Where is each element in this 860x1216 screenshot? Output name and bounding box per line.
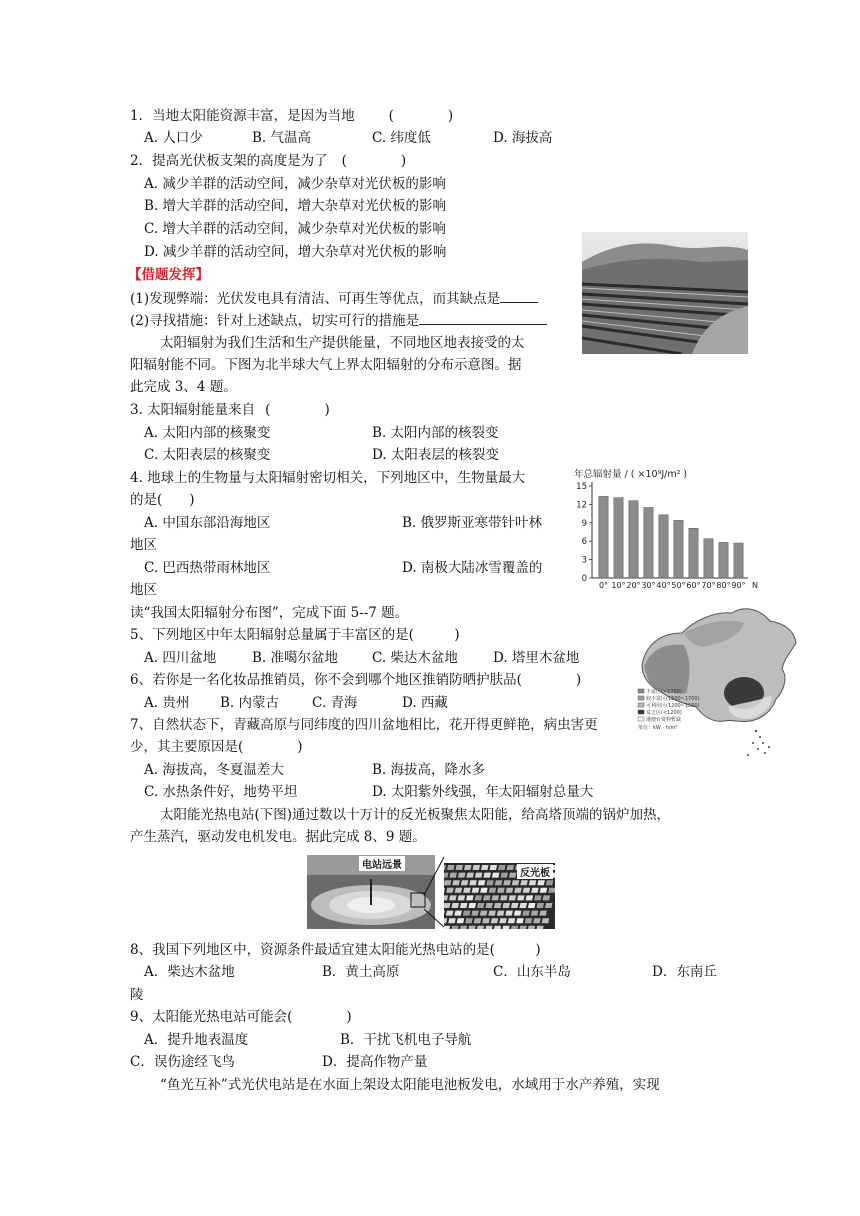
reflector-tile: [543, 895, 551, 900]
china-radiation-map: [632, 603, 804, 761]
reflector-tile: [447, 865, 455, 870]
q3-option-a: A. 太阳内部的核聚变: [144, 425, 271, 441]
x-tick-label: 40°: [656, 581, 671, 590]
x-tick-label: 70°: [701, 581, 716, 590]
reflector-tile: [495, 880, 503, 885]
q1-option-b: B. 气温高: [252, 130, 312, 146]
reflector-tile: [463, 888, 471, 893]
intro-3-4-line1: 太阳辐射为我们生活和生产提供能量，不同地区地表接受的太: [160, 335, 525, 351]
reflector-tile: [520, 880, 528, 885]
q6-option-b: B. 内蒙古: [220, 695, 280, 711]
reflector-tile: [444, 903, 450, 908]
q4-option-a: A. 中国东部沿海地区: [144, 515, 271, 531]
reflector-tile: [454, 911, 462, 916]
q1-stem: 1．当地太阳能资源丰富，是因为当地 ( ): [130, 108, 454, 124]
reflector-tile: [506, 888, 514, 893]
reflector-tile: [469, 880, 477, 885]
reflector-tile: [463, 911, 471, 916]
reflector-tile: [465, 918, 473, 923]
reflector-tile: [486, 880, 494, 885]
reflector-tile: [531, 911, 539, 916]
q4-option-d: D. 南极大陆冰雪覆盖的: [402, 560, 543, 576]
q2-option-c: C. 增大羊群的活动空间，减少杂草对光伏板的影响: [144, 221, 446, 237]
intro-fish-solar: “鱼光互补”式光伏电站是在水面上架设太阳能电池板发电，水域用于水产养殖，实现: [160, 1077, 660, 1093]
y-tick-label: 12: [576, 500, 587, 511]
y-tick-label: 0: [581, 574, 587, 584]
power-station-far-photo: [307, 855, 435, 929]
q5-option-b: B. 准噶尔盆地: [252, 650, 339, 666]
reflector-tile: [490, 865, 498, 870]
bar: [674, 520, 683, 578]
reflector-tile: [468, 903, 476, 908]
x-tick-label: 80°: [716, 581, 731, 590]
reflector-tile: [474, 918, 482, 923]
reflector-tile: [540, 888, 548, 893]
jieti-item-2: (2)寻找措施：针对上述缺点，切实可行的措施是: [130, 310, 547, 331]
reflector-tile: [522, 911, 530, 916]
intro-5-7: 读“我国太阳辐射分布图”，完成下面 5--7 题。: [130, 605, 409, 621]
reflector-tile: [464, 865, 472, 870]
reflector-tile: [494, 926, 502, 929]
reflector-tile: [491, 918, 499, 923]
reflector-tile: [472, 888, 480, 893]
reflector-tile: [519, 926, 527, 929]
reflector-tile: [526, 895, 534, 900]
q8-option-a: A．柴达木盆地: [144, 964, 235, 980]
bar: [719, 542, 728, 578]
intro-8-9-line2: 产生蒸汽，驱动发电机发电。据此完成 8、9 题。: [130, 829, 426, 845]
y-tick-label: 6: [581, 537, 587, 548]
bar: [644, 507, 653, 578]
reflector-tile: [460, 903, 468, 908]
reflector-tile: [528, 903, 536, 908]
q2-option-b: B. 增大羊群的活动空间，增大杂草对光伏板的影响: [144, 198, 447, 214]
reflector-tile: [475, 895, 483, 900]
reflector-tile: [473, 865, 481, 870]
x-tick-label: 30°: [641, 581, 656, 590]
reflector-tile: [546, 880, 554, 885]
reflector-tile: [483, 873, 491, 878]
reflector-tile: [449, 895, 457, 900]
map-legend-4: 贫乏区(<1200): [646, 710, 682, 716]
reflector-tile: [509, 895, 517, 900]
reflector-tile: [497, 888, 505, 893]
reflector-tile: [519, 903, 527, 908]
q9-option-b: B．干扰飞机电子导航: [340, 1032, 472, 1048]
reflector-tile: [466, 873, 474, 878]
q7-option-c: C. 水热条件好，地势平坦: [144, 784, 298, 800]
reflector-tile: [480, 911, 488, 916]
bar: [659, 515, 668, 578]
map-legend-5: 港澳台资料暂缺: [646, 717, 682, 723]
solar-farm-photo: [582, 232, 748, 354]
reflector-tile: [485, 903, 493, 908]
x-tick-label: 0°: [598, 581, 609, 590]
reflector-tile: [461, 880, 469, 885]
q5-option-a: A. 四川盆地: [144, 650, 217, 666]
reflector-tile: [539, 911, 547, 916]
reflector-tile: [512, 880, 520, 885]
y-tick-label: 3: [581, 555, 587, 566]
reflector-tile: [451, 926, 459, 929]
map-legend-1: 丰富区(>1700): [646, 689, 682, 695]
reflector-tile: [528, 926, 536, 929]
q1-option-c: C. 纬度低: [372, 130, 431, 146]
q4-option-b-cont: 地区: [130, 537, 157, 553]
reflector-tile: [514, 911, 522, 916]
reflector-tile: [471, 911, 479, 916]
reflector-tile: [503, 880, 511, 885]
q7-stem-line1: 7、自然状态下，青藏高原与同纬度的四川盆地相比，花开得更鲜艳，病虫害更: [130, 717, 598, 733]
q7-option-d: D. 太阳紫外线强，年太阳辐射总量大: [372, 784, 594, 800]
intro-8-9-line1: 太阳能光热电站(下图)通过数以十万计的反光板聚焦太阳能，给高塔顶端的锅炉加热，: [160, 807, 671, 823]
reflector-tile: [523, 888, 531, 893]
q7-stem-line2: 少，其主要原因是( ): [130, 739, 303, 755]
reflector-tile: [542, 918, 550, 923]
x-tick-label: 90°: [731, 581, 746, 590]
bar: [599, 496, 608, 578]
reflector-tile: [485, 926, 493, 929]
reflector-tile: [444, 926, 450, 929]
q7-option-b: B. 海拔高，降水多: [372, 762, 486, 778]
q5-option-d: D. 塔里木盆地: [493, 650, 580, 666]
q6-option-a: A. 贵州: [144, 695, 190, 711]
reflector-tile: [525, 918, 533, 923]
q9-option-c: C．误伤途经飞鸟: [130, 1054, 235, 1070]
map-legend-2: 较丰富区(1500~1700): [646, 696, 700, 702]
q4-option-c: C. 巴西热带雨林地区: [144, 560, 271, 576]
q3-option-d: D. 太阳表层的核裂变: [372, 447, 499, 463]
bar: [704, 539, 713, 578]
q4-option-b: B. 俄罗斯亚寒带针叶林: [402, 515, 543, 531]
reflector-tile: [483, 895, 491, 900]
reflector-tile: [516, 918, 524, 923]
q2-stem: 2．提高光伏板支架的高度是为了 ( ): [130, 153, 407, 169]
reflector-tile: [500, 895, 508, 900]
reflector-tile: [477, 926, 485, 929]
y-tick-label: 9: [581, 518, 587, 529]
q4-stem-line2: 的是( ): [130, 492, 195, 508]
reflector-tile: [448, 918, 456, 923]
reflector-tile: [502, 926, 510, 929]
reflector-tile: [457, 918, 465, 923]
q9-option-d: D．提高作物产量: [322, 1054, 428, 1070]
reflector-tile: [508, 918, 516, 923]
x-tick-label: 60°: [686, 581, 701, 590]
reflector-tile: [517, 895, 525, 900]
q1-option-a: A. 人口少: [144, 130, 203, 146]
reflector-tile: [478, 880, 486, 885]
bar: [689, 528, 698, 578]
reflector-tile: [536, 903, 544, 908]
q6-stem: 6、若你是一名化妆品推销员，你不会到哪个地区推销防晒护肤品( ): [130, 672, 582, 688]
q3-stem: 3. 太阳辐射能量来自 ( ): [130, 402, 330, 418]
q5-stem: 5、下列地区中年太阳辐射总量属于丰富区的是( ): [130, 627, 460, 643]
reflector-tile: [497, 911, 505, 916]
q9-option-a: A．提升地表温度: [144, 1032, 249, 1048]
q7-option-a: A. 海拔高，冬夏温差大: [144, 762, 284, 778]
x-tick-label: 10°: [611, 581, 626, 590]
reflector-tile: [475, 873, 483, 878]
q8-stem: 8、我国下列地区中，资源条件最适宜建太阳能光热电站的是( ): [130, 942, 541, 958]
q8-option-b: B．黄土高原: [322, 964, 400, 980]
reflector-tile: [446, 911, 454, 916]
bar: [734, 543, 743, 578]
reflector-tile: [460, 926, 468, 929]
zoom-connector: [424, 855, 446, 929]
reflector-tile: [480, 888, 488, 893]
x-axis-unit: N: [752, 581, 758, 590]
reflector-tile: [466, 895, 474, 900]
q5-option-c: C. 柴达木盆地: [372, 650, 458, 666]
chart-title: 年总辐射量 / ( ×10⁹J/m² ): [574, 469, 688, 480]
reflector-tile: [502, 903, 510, 908]
reflector-tile: [492, 895, 500, 900]
bar: [614, 498, 623, 578]
reflector-tile: [498, 865, 506, 870]
reflector-tile: [494, 903, 502, 908]
caption-reflector: 反光板: [517, 864, 553, 879]
q8-option-d-cont: 陵: [130, 987, 144, 1003]
reflector-tile: [489, 888, 497, 893]
q4-stem-line1: 4. 地球上的生物量与太阳辐射密切相关，下列地区中，生物量最大: [130, 470, 526, 486]
q6-option-c: C. 青海: [312, 695, 358, 711]
reflector-tile: [455, 888, 463, 893]
reflector-tile: [500, 873, 508, 878]
reflector-tile: [534, 895, 542, 900]
y-tick-label: 15: [576, 482, 587, 492]
jieti-item-1: (1)发现弊端：光伏发电具有清洁、可再生等优点，而其缺点是: [130, 288, 538, 309]
reflector-tile: [449, 873, 457, 878]
reflector-tile: [531, 888, 539, 893]
reflector-tile: [488, 911, 496, 916]
reflector-tile: [537, 880, 545, 885]
reflector-tile: [446, 888, 454, 893]
q1-option-d: D. 海拔高: [493, 130, 553, 146]
reflector-tile: [481, 865, 489, 870]
caption-far-view: 电站远景: [359, 856, 405, 871]
reflector-tile: [451, 903, 459, 908]
reflector-tile: [511, 926, 519, 929]
q6-option-d: D. 西藏: [402, 695, 448, 711]
reflector-tile: [492, 873, 500, 878]
reflector-tile: [545, 903, 553, 908]
intro-3-4-line3: 此完成 3、4 题。: [130, 379, 237, 395]
radiation-bar-chart: [572, 466, 772, 594]
q2-option-a: A. 减少羊群的活动空间，减少杂草对光伏板的影响: [144, 176, 446, 192]
reflector-tile: [529, 880, 537, 885]
reflector-tile: [499, 918, 507, 923]
reflector-tile: [505, 911, 513, 916]
reflector-tile: [477, 903, 485, 908]
intro-3-4-line2: 阳辐射能不同。下图为北半球大气上界太阳辐射的分布示意图。据: [130, 357, 522, 373]
q9-stem: 9、太阳能光热电站可能会( ): [130, 1009, 352, 1025]
reflector-tile: [458, 873, 466, 878]
reflector-tile: [507, 865, 515, 870]
q3-option-b: B. 太阳内部的核裂变: [372, 425, 499, 441]
reflector-tile: [509, 873, 517, 878]
radiation-bar-chart-svg: [572, 466, 772, 594]
reflector-tile: [536, 926, 544, 929]
reflector-tile: [514, 888, 522, 893]
jieti-title: 【借题发挥】: [128, 267, 209, 283]
q4-option-d-cont: 地区: [130, 582, 157, 598]
q3-option-c: C. 太阳表层的核聚变: [144, 447, 271, 463]
reflector-tile: [548, 888, 555, 893]
map-legend-unit: 单位：kW · h/m²: [638, 725, 678, 731]
x-tick-label: 50°: [671, 581, 686, 590]
reflector-tile: [533, 918, 541, 923]
reflector-tile: [458, 895, 466, 900]
bar: [629, 501, 638, 578]
reflector-tile: [482, 918, 490, 923]
reflector-tile: [452, 880, 460, 885]
q8-option-c: C．山东半岛: [493, 964, 571, 980]
q2-option-d: D. 减少羊群的活动空间，增大杂草对光伏板的影响: [144, 244, 447, 260]
q8-option-d: D．东南丘: [652, 964, 717, 980]
reflector-panel-photo: [444, 863, 555, 929]
reflector-tile: [511, 903, 519, 908]
reflector-tile: [444, 880, 451, 885]
reflector-tile: [468, 926, 476, 929]
reflector-tile: [456, 865, 464, 870]
map-legend-3: 可利用区(1200~1500): [646, 703, 700, 709]
x-tick-label: 20°: [626, 581, 641, 590]
